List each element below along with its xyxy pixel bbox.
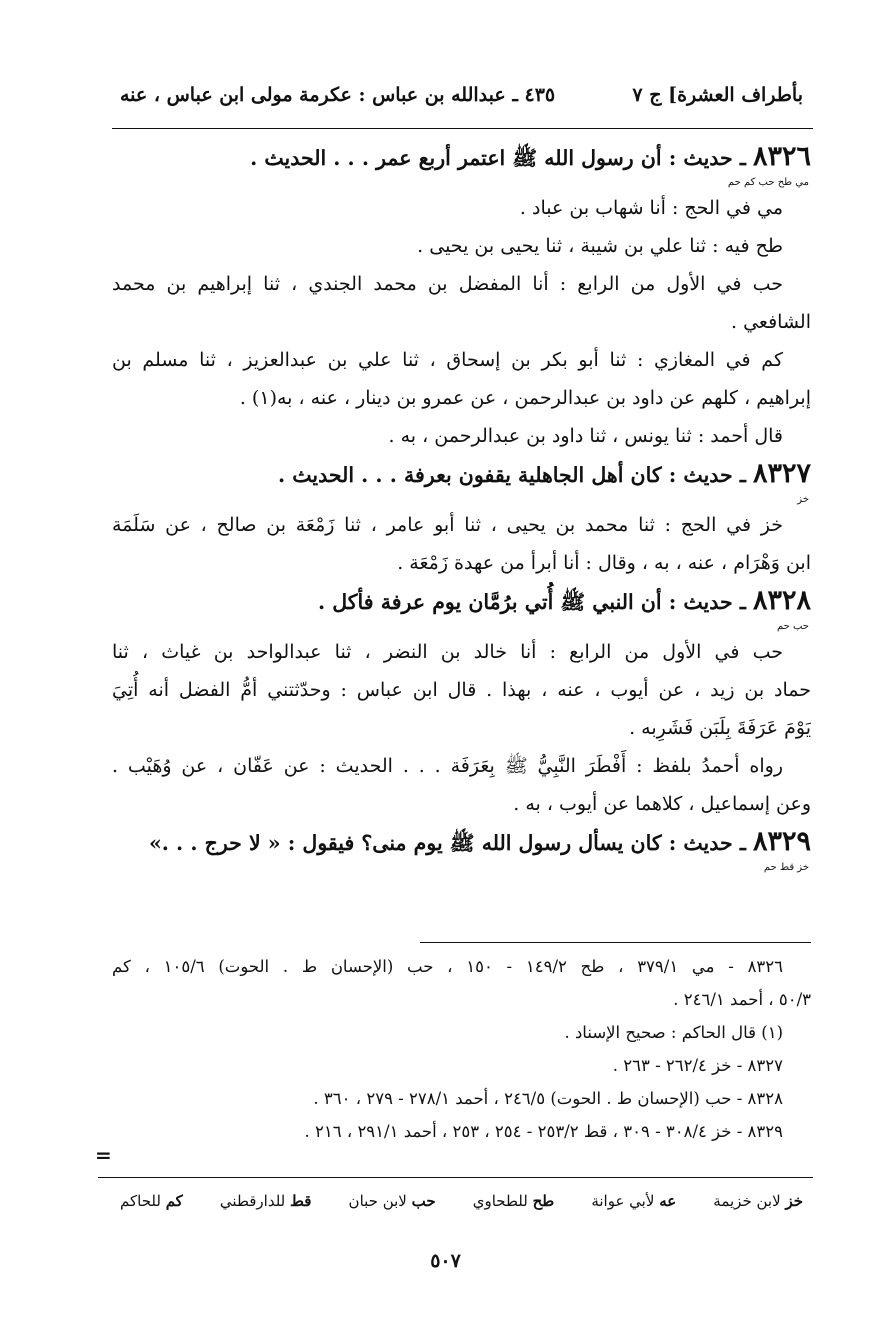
source-sigla: حب حم xyxy=(776,621,809,632)
text-line: يَوْمَ عَرَفَةَ بِلَبَن فَشَرِبه . xyxy=(629,717,811,739)
text-line: حب في الأول من الرابع : أنا المفضل بن محمد الجندي ، ثنا إبراهيم بن محمد xyxy=(112,273,783,295)
page-number: ٥٠٧ xyxy=(430,1250,461,1272)
legend-item: قط للدارقطني xyxy=(219,1192,312,1210)
hadith-heading-text: ـ حديث : كان أهل الجاهلية يقفون بعرفة . . . الحديث . xyxy=(277,463,753,487)
footnote-line: ٨٣٢٦ - مي ٣٧٩/١ ، طح ١٤٩/٢ - ١٥٠ ، حب (الإحسان ط . الحوت) ١٠٥/٦ ، كم xyxy=(112,957,784,976)
hadith-number: ٨٣٢٩ xyxy=(752,826,811,857)
hadith-heading-text: ـ حديث : أن رسول الله ﷺ اعتمر أربع عمر . . . الحديث . xyxy=(250,146,753,170)
header-rule xyxy=(112,128,813,129)
text-line: الشافعي . xyxy=(731,311,811,333)
hadith-heading xyxy=(112,138,811,177)
footnote-line: ٨٣٢٨ - حب (الإحسان ط . الحوت) ٢٤٦/٥ ، أحمد ٢٧٨/١ - ٢٧٩ ، ٣٦٠ . xyxy=(313,1089,783,1108)
legend-rule xyxy=(98,1177,813,1178)
text-line: خز في الحج : ثنا محمد بن يحيى ، ثنا أبو عامر ، ثنا زَمْعَة بن صالح ، عن سَلَمَة xyxy=(112,514,783,536)
hadith-heading xyxy=(112,582,811,621)
running-header xyxy=(120,84,803,114)
hadith-heading xyxy=(112,823,811,862)
header-volume-title: بأطراف العشرة] ج ٧ xyxy=(632,84,803,106)
source-sigla: خز xyxy=(797,494,809,505)
source-sigla: خز قط حم xyxy=(763,862,809,873)
footnote-line: (١) قال الحاكم : صحيح الإسناد . xyxy=(564,1023,783,1042)
text-line: إبراهيم ، كلهم عن داود بن عبدالرحمن ، عن عمرو بن دينار ، عنه ، به(١) . xyxy=(239,387,811,409)
hadith-heading-text: ـ حديث : أن النبي ﷺ أُتي برُمَّان يوم عرفة فأكل . xyxy=(318,590,753,614)
footnote-rule xyxy=(420,942,811,943)
legend-item: حب لابن حبان xyxy=(348,1192,436,1210)
main-text xyxy=(112,138,811,874)
sigla-legend xyxy=(120,1192,803,1210)
hadith-number: ٨٣٢٦ xyxy=(752,141,811,172)
legend-item: عه لأبي عوانة xyxy=(591,1192,677,1210)
hadith-heading-text: ـ حديث : كان يسأل رسول الله ﷺ يوم منى؟ فيقول : « لا حرج . . .» xyxy=(148,831,753,855)
footnotes xyxy=(112,950,811,1148)
text-line: طح فيه : ثنا علي بن شيبة ، ثنا يحيى بن يحيى . xyxy=(417,235,783,257)
hadith-heading xyxy=(112,455,811,494)
continuation-mark: = xyxy=(95,1143,112,1167)
text-line: حب في الأول من الرابع : أنا خالد بن النضر ، ثنا عبدالواحد بن غياث ، ثنا xyxy=(112,641,783,663)
hadith-number: ٨٣٢٧ xyxy=(752,458,811,489)
legend-item: خز لابن خزيمة xyxy=(713,1192,803,1210)
legend-item: كم للحاكم xyxy=(120,1192,183,1210)
text-line: ابن وَهْرَام ، عنه ، به ، وقال : أنا أبرأ من عهدة زَمْعَة . xyxy=(397,552,811,574)
text-line: قال أحمد : ثنا يونس ، ثنا داود بن عبدالرحمن ، به . xyxy=(388,425,783,447)
text-line: حماد بن زيد ، عن أيوب ، عنه ، بهذا . قال ابن عباس : وحدّثتني أمُّ الفضل أنه أُتِيَ xyxy=(112,679,811,701)
footnote-line: ٨٣٢٩ - خز ٣٠٨/٤ - ٣٠٩ ، قط ٢٥٣/٢ - ٢٥٤ ، ٢٥٣ ، أحمد ٢٩١/١ ، ٢١٦ . xyxy=(304,1122,783,1141)
footnote-line: ٨٣٢٧ - خز ٢٦٢/٤ - ٢٦٣ . xyxy=(612,1056,783,1075)
footnote-line: ٥٠/٣ ، أحمد ٢٤٦/١ . xyxy=(673,990,811,1009)
text-line: رواه أحمدُ بلفظ : أَفْطَرَ النَّبِيُّ ﷺ بِعَرَفَة . . . الحديث : عن عَفّان ، عن وُهَيْب . xyxy=(112,755,783,777)
text-line: مي في الحج : أنا شهاب بن عباد . xyxy=(519,197,783,219)
source-sigla: مي طح حب كم حم xyxy=(727,177,809,188)
text-line: وعن إسماعيل ، كلاهما عن أيوب ، به . xyxy=(513,793,811,815)
legend-item: طح للطحاوي xyxy=(472,1192,555,1210)
header-chapter-title: ٤٣٥ ـ عبدالله بن عباس : عكرمة مولى ابن عباس ، عنه xyxy=(120,84,556,106)
hadith-number: ٨٣٢٨ xyxy=(752,585,811,616)
text-line: كم في المغازي : ثنا أبو بكر بن إسحاق ، ثنا علي بن عبدالعزيز ، ثنا مسلم بن xyxy=(112,349,783,371)
